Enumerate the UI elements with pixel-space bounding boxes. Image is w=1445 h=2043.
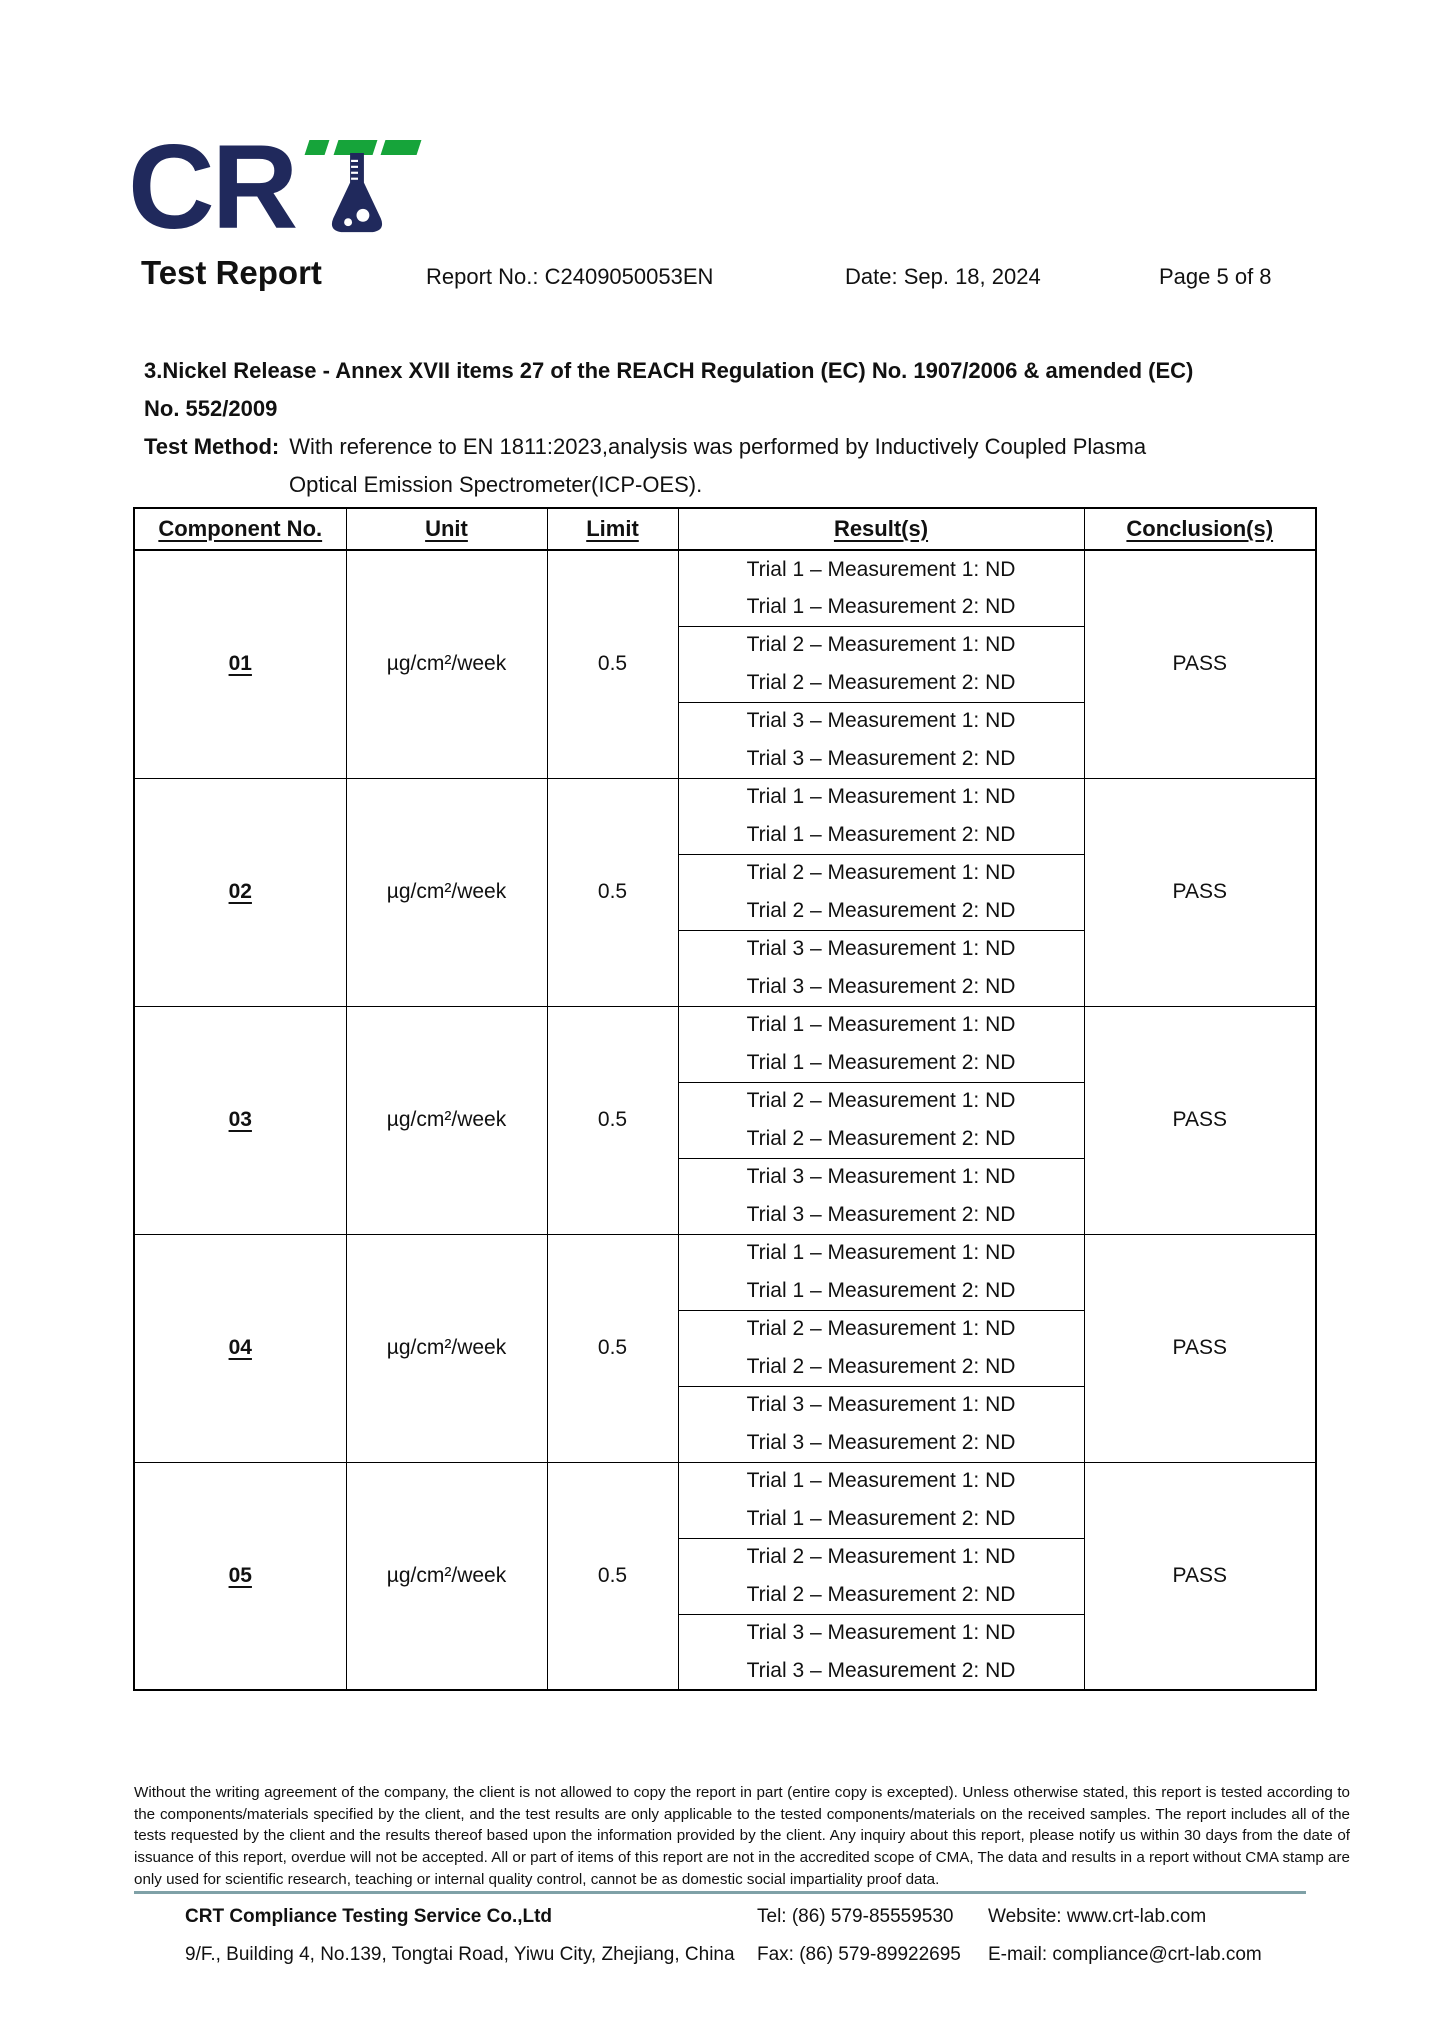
test-method-label: Test Method:	[144, 434, 280, 459]
company-logo	[128, 120, 425, 254]
logo-t-mark	[305, 136, 425, 240]
company-name: CRT Compliance Testing Service Co.,Ltd	[185, 1906, 553, 1927]
conclusion-cell: PASS	[1084, 1006, 1316, 1234]
section-block	[144, 352, 1352, 504]
company-fax: Fax: (86) 579-89922695	[757, 1944, 961, 1965]
result-line: Trial 1 – Measurement 1: ND	[678, 1006, 1084, 1044]
footer-divider	[134, 1891, 1306, 1894]
limit-cell: 0.5	[547, 1234, 678, 1462]
result-line: Trial 1 – Measurement 2: ND	[678, 1044, 1084, 1082]
result-line: Trial 1 – Measurement 2: ND	[678, 1272, 1084, 1310]
result-line: Trial 2 – Measurement 2: ND	[678, 664, 1084, 702]
table-row	[134, 1234, 1316, 1272]
flask-icon	[327, 153, 387, 240]
result-line: Trial 1 – Measurement 2: ND	[678, 816, 1084, 854]
col-header-unit: Unit	[346, 508, 547, 550]
test-method-line-1	[144, 428, 1352, 466]
unit-cell: µg/cm²/week	[346, 1006, 547, 1234]
result-line: Trial 2 – Measurement 2: ND	[678, 1576, 1084, 1614]
component-cell: 02	[134, 778, 346, 1006]
disclaimer-text: Without the writing agreement of the company, the client is not allowed to copy the report in part (entire copy is excepted). Unless otherwise stated, this report is tested according to the components/materials specified by the client, and the test results are only applicable to the tested components/materials on the received samples. The report includes all of the tests requested by the client and the results thereof based upon the information provided by the client. Any inquiry about this report, please notify us within 30 days from the date of issuance of this report, overdue will not be accepted. All or part of items of this report are not in the accredited scope of CMA, The data and results in a report without CMA stamp are only used for scientific research, teaching or internal quality control, cannot be as domestic social impartiality proof data.	[134, 1784, 1350, 1888]
result-line: Trial 3 – Measurement 2: ND	[678, 740, 1084, 778]
conclusion-cell: PASS	[1084, 1462, 1316, 1690]
result-line: Trial 1 – Measurement 1: ND	[678, 778, 1084, 816]
test-method-line-2: Optical Emission Spectrometer(ICP-OES).	[289, 472, 703, 497]
results-table-body	[134, 550, 1316, 1690]
report-number: Report No.: C2409050053EN	[426, 264, 714, 289]
result-line: Trial 1 – Measurement 2: ND	[678, 588, 1084, 626]
result-line: Trial 1 – Measurement 1: ND	[678, 1462, 1084, 1500]
result-line: Trial 3 – Measurement 1: ND	[678, 1614, 1084, 1652]
result-line: Trial 3 – Measurement 2: ND	[678, 1652, 1084, 1690]
limit-cell: 0.5	[547, 778, 678, 1006]
result-line: Trial 1 – Measurement 1: ND	[678, 1234, 1084, 1272]
result-line: Trial 2 – Measurement 2: ND	[678, 1120, 1084, 1158]
limit-cell: 0.5	[547, 1006, 678, 1234]
table-header-row	[134, 508, 1316, 550]
result-line: Trial 3 – Measurement 2: ND	[678, 1196, 1084, 1234]
component-cell: 04	[134, 1234, 346, 1462]
table-row	[134, 1462, 1316, 1500]
unit-cell: µg/cm²/week	[346, 1462, 547, 1690]
result-line: Trial 3 – Measurement 1: ND	[678, 702, 1084, 740]
conclusion-cell: PASS	[1084, 550, 1316, 778]
limit-cell: 0.5	[547, 1462, 678, 1690]
result-line: Trial 3 – Measurement 2: ND	[678, 1424, 1084, 1462]
logo-green-bar-segment	[305, 140, 330, 155]
test-method-text: With reference to EN 1811:2023,analysis was performed by Inductively Coupled Plasma	[289, 434, 1147, 459]
result-line: Trial 2 – Measurement 1: ND	[678, 626, 1084, 664]
result-line: Trial 2 – Measurement 2: ND	[678, 892, 1084, 930]
unit-cell: µg/cm²/week	[346, 550, 547, 778]
table-row	[134, 1006, 1316, 1044]
conclusion-cell: PASS	[1084, 1234, 1316, 1462]
result-line: Trial 2 – Measurement 1: ND	[678, 1310, 1084, 1348]
col-header-conclusion: Conclusion(s)	[1084, 508, 1316, 550]
unit-cell: µg/cm²/week	[346, 1234, 547, 1462]
limit-cell: 0.5	[547, 550, 678, 778]
result-line: Trial 2 – Measurement 1: ND	[678, 1082, 1084, 1120]
section-title-line-2: No. 552/2009	[144, 396, 278, 421]
result-line: Trial 3 – Measurement 1: ND	[678, 1158, 1084, 1196]
company-email: E-mail: compliance@crt-lab.com	[988, 1944, 1262, 1965]
component-cell: 05	[134, 1462, 346, 1690]
table-row	[134, 778, 1316, 816]
company-tel: Tel: (86) 579-85559530	[757, 1906, 954, 1927]
company-website: Website: www.crt-lab.com	[988, 1906, 1207, 1927]
result-line: Trial 3 – Measurement 1: ND	[678, 1386, 1084, 1424]
results-table	[133, 507, 1317, 1691]
result-line: Trial 1 – Measurement 2: ND	[678, 1500, 1084, 1538]
section-title-line-1: 3.Nickel Release - Annex XVII items 27 of the REACH Regulation (EC) No. 1907/2006 & amended (EC)	[144, 358, 1194, 383]
result-line: Trial 2 – Measurement 1: ND	[678, 854, 1084, 892]
col-header-component: Component No.	[134, 508, 346, 550]
result-line: Trial 2 – Measurement 1: ND	[678, 1538, 1084, 1576]
company-address: 9/F., Building 4, No.139, Tongtai Road, Yiwu City, Zhejiang, China	[185, 1944, 735, 1965]
unit-cell: µg/cm²/week	[346, 778, 547, 1006]
page-title: Test Report	[141, 254, 322, 291]
conclusion-cell: PASS	[1084, 778, 1316, 1006]
component-cell: 01	[134, 550, 346, 778]
page-indicator: Page 5 of 8	[1159, 264, 1272, 289]
result-line: Trial 2 – Measurement 2: ND	[678, 1348, 1084, 1386]
result-line: Trial 1 – Measurement 1: ND	[678, 550, 1084, 588]
col-header-results: Result(s)	[678, 508, 1084, 550]
component-cell: 03	[134, 1006, 346, 1234]
result-line: Trial 3 – Measurement 1: ND	[678, 930, 1084, 968]
result-line: Trial 3 – Measurement 2: ND	[678, 968, 1084, 1006]
table-row	[134, 550, 1316, 588]
col-header-limit: Limit	[547, 508, 678, 550]
logo-letters: CR	[128, 120, 296, 254]
report-date: Date: Sep. 18, 2024	[845, 264, 1041, 289]
